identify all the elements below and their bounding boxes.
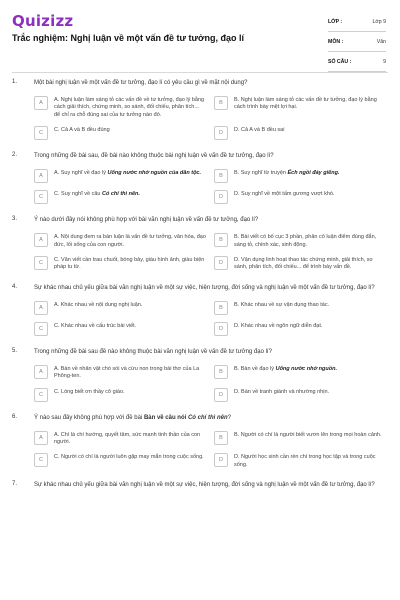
option-d[interactable]	[214, 453, 386, 469]
question-4	[0, 284, 400, 336]
option-b[interactable]	[214, 169, 386, 183]
question-3	[0, 216, 400, 272]
option-letter-box[interactable]: C	[34, 190, 48, 204]
option-text: C. Lòng biết ơn thầy cô giáo.	[54, 388, 125, 395]
options-grid	[34, 96, 386, 140]
question-text-part: Ý nào sau đây không phù hợp với đề bài	[34, 414, 144, 421]
option-c[interactable]	[34, 453, 206, 469]
options-grid	[34, 169, 386, 204]
option-b[interactable]	[214, 431, 386, 447]
option-letter-box[interactable]: D	[214, 256, 228, 270]
option-d[interactable]	[214, 256, 386, 272]
option-text: D. Người học sinh cần rèn chí trong học tập và trong cuộc sống.	[234, 454, 376, 468]
option-text-emphasis: Ếch ngồi đáy giếng.	[287, 170, 340, 177]
meta-row-subject	[328, 32, 386, 52]
option-c[interactable]	[34, 322, 206, 336]
option-letter-box[interactable]: B	[214, 96, 228, 110]
option-c[interactable]	[34, 256, 206, 272]
option-d[interactable]	[214, 388, 386, 402]
options-grid	[34, 301, 386, 336]
option-text: D. Cả A và B đều sai	[234, 127, 285, 134]
question-6	[0, 414, 400, 470]
option-letter-box[interactable]: B	[214, 431, 228, 445]
question-text: Sự khác nhau chủ yếu giữa bài văn nghị luận về một sự việc, hiện tượng, đời sống và nghị luận về một vấn đề tư tưởng, đạo lí?	[34, 284, 375, 291]
option-letter-box[interactable]: C	[34, 453, 48, 467]
option-b[interactable]	[214, 301, 386, 315]
question-number: 4.	[12, 283, 18, 290]
question-text: Trong những đề bài sau đề nào không thuộc bài văn nghị luận về vấn đề tư tưởng đạo lí?	[34, 348, 272, 355]
option-letter-box[interactable]: B	[214, 169, 228, 183]
option-text: D. Bàn về tranh giành và nhường nhịn.	[234, 388, 330, 395]
question-2	[0, 152, 400, 204]
option-b[interactable]	[214, 365, 386, 381]
option-text: A. Chí là chí hướng, quyết tâm, sức mạnh tinh thần của con người.	[54, 431, 201, 446]
option-letter-box[interactable]: C	[34, 388, 48, 402]
option-letter-box[interactable]: A	[34, 96, 48, 110]
option-a[interactable]	[34, 96, 206, 119]
question-number: 6.	[12, 413, 18, 420]
option-text: A. Khác nhau về nội dung nghị luận.	[54, 301, 143, 308]
option-text	[54, 169, 201, 177]
meta-value: 9	[383, 58, 386, 65]
option-letter-box[interactable]: A	[34, 431, 48, 445]
option-letter-box[interactable]: C	[34, 256, 48, 270]
page-title: Trắc nghiệm: Nghị luận về một vấn đề tư tưởng, đạo lí	[12, 33, 244, 43]
option-text: C. Văn viết cần trau chuốt, bóng bảy, giàu hình ảnh, giàu biện pháp tu từ.	[54, 257, 205, 271]
option-text: A. Nghị luận làm sáng tỏ các vấn đề về tư tưởng, đạo lý bằng cách giải thích, chứng minh, so sánh, đối chiếu, phân tích... để chỉ ra chỗ đúng sai của tư tưởng nào đó.	[54, 97, 205, 118]
meta-label: MÔN :	[328, 38, 344, 45]
option-d[interactable]	[214, 190, 386, 204]
option-text: A. Nội dung đem ra bàn luận là vấn đề tư tưởng, văn hóa, đạo đức, lối sống của con người.	[54, 234, 206, 248]
question-7	[0, 481, 400, 489]
option-letter-box[interactable]: B	[214, 301, 228, 315]
option-b[interactable]	[214, 233, 386, 249]
question-list	[0, 79, 400, 501]
option-letter-box[interactable]: A	[34, 301, 48, 315]
option-letter-box[interactable]: D	[214, 322, 228, 336]
question-text-part: ?	[227, 414, 231, 421]
option-text: B. Bài viết có bố cục 3 phần, phân có luận điểm đúng đắn, sáng tỏ, chính xác, sinh động.	[234, 234, 377, 248]
option-text: C. Người có chí là người luôn gặp may mắn trong cuộc sống.	[54, 454, 204, 461]
option-letter-box[interactable]: D	[214, 453, 228, 467]
question-text	[34, 414, 386, 422]
option-text: D. Vận dụng linh hoạt thao tác chứng minh, giải thích, so sánh, phân tích, đối chiếu... để trình bày vấn đề.	[234, 257, 373, 271]
question-text-strong: Bàn về câu nói	[143, 414, 188, 421]
option-d[interactable]	[214, 126, 386, 140]
question-number: 2.	[12, 152, 18, 159]
option-letter-box[interactable]: B	[214, 365, 228, 379]
meta-label: LỚP :	[328, 18, 343, 25]
option-a[interactable]	[34, 431, 206, 447]
option-text-part: C. Suy nghĩ về câu	[54, 191, 102, 198]
option-letter-box[interactable]: C	[34, 322, 48, 336]
option-text	[234, 365, 337, 373]
option-text: D. Khác nhau về ngôn ngữ diễn đạt.	[234, 322, 323, 329]
option-c[interactable]	[34, 388, 206, 402]
option-c[interactable]	[34, 190, 206, 204]
option-text: B. Người có chí là người biết vươn lên trong mọi hoàn cảnh.	[234, 431, 382, 438]
option-letter-box[interactable]: A	[34, 233, 48, 247]
question-text-emphasis: Có chí thì nên	[187, 414, 228, 421]
option-text	[234, 169, 339, 177]
option-text-part: B. Suy nghĩ từ truyện	[234, 170, 288, 177]
option-d[interactable]	[214, 322, 386, 336]
option-text: C. Khác nhau về cấu trúc bài viết.	[54, 322, 137, 329]
option-b[interactable]	[214, 96, 386, 119]
logo: Quizizz	[12, 12, 74, 30]
option-a[interactable]	[34, 365, 206, 381]
question-number: 5.	[12, 347, 18, 354]
meta-row-grade	[328, 12, 386, 32]
option-a[interactable]	[34, 169, 206, 183]
option-text: D. Suy nghĩ về một tấm gương vượt khó.	[234, 191, 335, 198]
option-text: B. Khác nhau về sự vận dụng thao tác.	[234, 301, 330, 308]
option-letter-box[interactable]: C	[34, 126, 48, 140]
option-text-part: B. Bàn về đạo lý	[234, 365, 276, 372]
meta-label: SỐ CÂU :	[328, 58, 352, 65]
option-letter-box[interactable]: D	[214, 388, 228, 402]
option-text: B. Nghị luận làm sáng tỏ các vấn đề tư tưởng, đạo lý bằng cách trình bày mệt lợi hại.	[234, 97, 377, 111]
option-text-emphasis: Uống nước nhớ nguồn.	[275, 365, 338, 372]
option-c[interactable]	[34, 126, 206, 140]
option-text: C. Cả A và B đều đúng	[54, 127, 110, 134]
question-text: Trong những đề bài sau, đề bài nào không thuộc bài nghị luận về vấn đề tư tưởng, đạo lí?	[34, 153, 274, 160]
option-letter-box[interactable]: A	[34, 169, 48, 183]
divider	[12, 72, 388, 73]
header	[0, 0, 400, 66]
option-letter-box[interactable]: D	[214, 126, 228, 140]
option-text: A. Bàn về nhân vật chó sói và cừu non trong bài thơ của La Phông-ten.	[54, 365, 200, 380]
option-letter-box[interactable]: B	[214, 233, 228, 247]
option-letter-box[interactable]: D	[214, 190, 228, 204]
meta-info	[328, 12, 386, 72]
option-letter-box[interactable]: A	[34, 365, 48, 379]
question-5	[0, 348, 400, 402]
option-text	[54, 190, 140, 198]
question-text: Một bài nghị luận về một vấn đề tư tưởng, đạo lí có yêu cầu gì về mặt nội dung?	[34, 80, 248, 86]
option-text-emphasis: Uống nước nhớ nguồn của dân tộc.	[107, 170, 202, 177]
question-text: Sự khác nhau chủ yếu giữa bài văn nghị luận về một sự việc, hiện tượng, đời sống và nghị luận về một vấn đề tư tưởng, đạo lí?	[34, 482, 375, 489]
option-a[interactable]	[34, 233, 206, 249]
question-number: 1.	[12, 79, 18, 85]
option-a[interactable]	[34, 301, 206, 315]
options-grid	[34, 431, 386, 470]
question-text: Ý nào dưới đây nói không phù hợp với bài văn nghị luận về vấn đề tư tưởng, đạo lí?	[34, 217, 259, 224]
question-number: 7.	[12, 481, 18, 488]
meta-value: Văn	[376, 38, 386, 45]
option-text-part: A. Suy nghĩ về đạo lý	[54, 170, 108, 177]
options-grid	[34, 365, 386, 402]
question-1	[0, 79, 400, 140]
option-text-emphasis: Có chí thì nên.	[102, 191, 140, 198]
meta-row-count	[328, 52, 386, 72]
question-number: 3.	[12, 216, 18, 223]
meta-value: Lớp 9	[372, 18, 386, 25]
options-grid	[34, 233, 386, 272]
